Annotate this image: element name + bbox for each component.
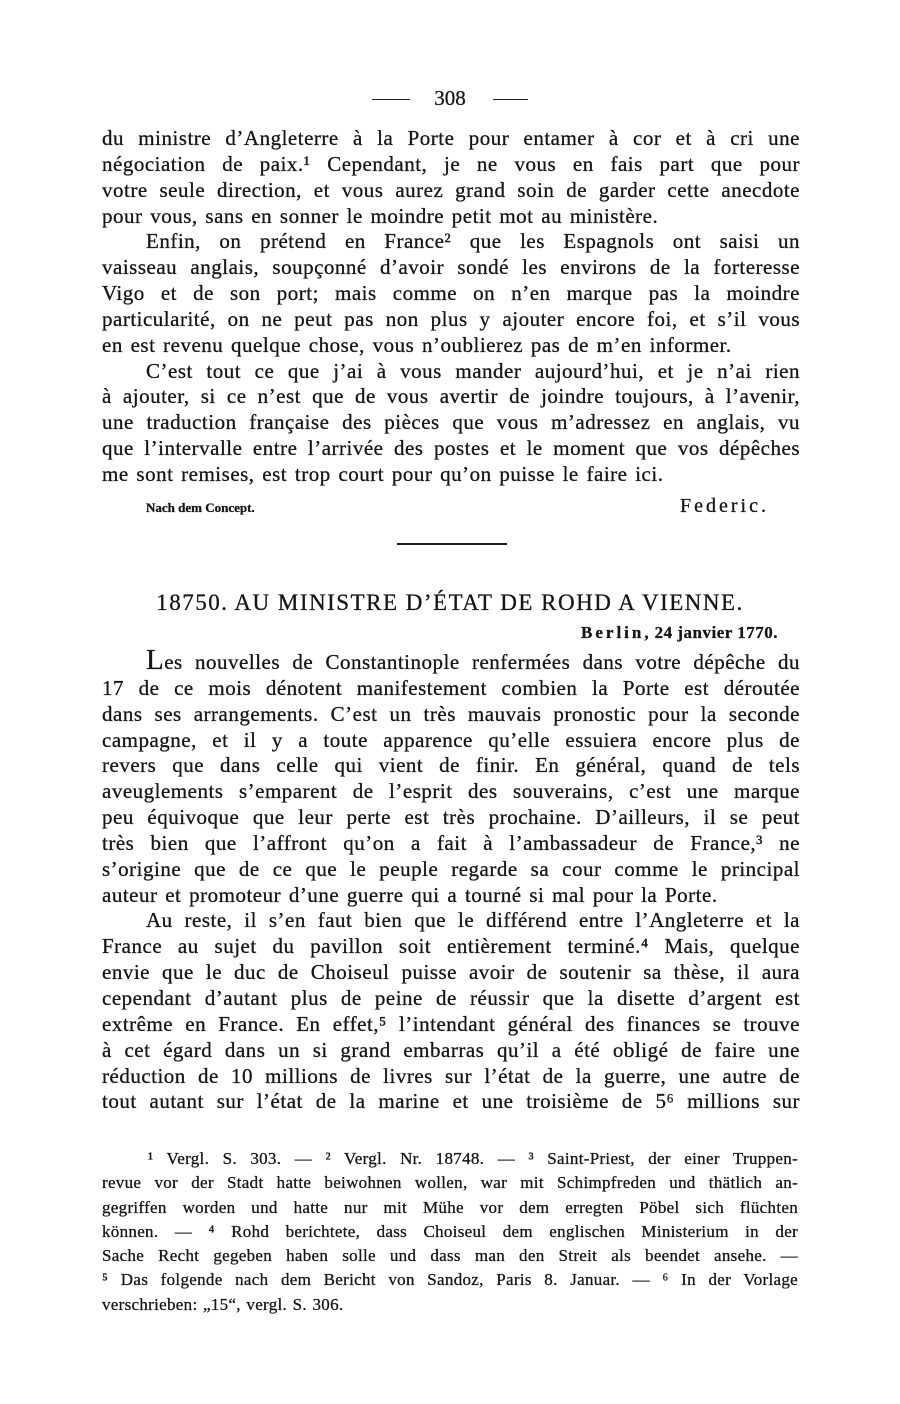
source-note: Nach dem Concept. [146, 500, 255, 515]
text-line: peu équivoque que leur perte est très prochaine. D’ailleurs, il se peut [102, 805, 800, 830]
text-line: me sont remises, est trop court pour qu’on puisse le faire ici. [102, 461, 664, 486]
dateline-date: 24 janvier 1770. [654, 623, 778, 642]
text-line: Enfin, on prétend en France² que les Espagnols ont saisi un [146, 229, 800, 254]
footnote-line: können. — ⁴ Rohd berichtete, dass Choiseul dem englischen Ministerium in der [102, 1221, 798, 1241]
text-line: Vigo et de son port; mais comme on n’en marque pas la moindre [102, 281, 800, 306]
text-line: s’origine que de ce que le peuple regarde sa cour comme le principal [102, 856, 800, 881]
text-line: C’est tout ce que j’ai à vous mander aujourd’hui, et je n’ai rien [146, 358, 800, 383]
footnotes [102, 1147, 798, 1317]
text-line: extrême en France. En effet,⁵ l’intendant général des finances se trouve [102, 1011, 800, 1036]
text-line: Au reste, il s’en faut bien que le différend entre l’Angleterre et la [146, 908, 800, 933]
text-line: vaisseau anglais, soupçonné d’avoir sondé les environs de la forteresse [102, 255, 800, 280]
text-line: France au sujet du pavillon soit entièrement terminé.⁴ Mais, quelque [102, 934, 800, 959]
dateline-place: Berlin, [581, 623, 652, 642]
text-line: négociation de paix.¹ Cependant, je ne vous en fais part que pour [102, 151, 800, 176]
running-head [0, 84, 900, 112]
dateline [581, 623, 778, 643]
text-line: auteur et promoteur d’une guerre qui a tourné si mal pour la Porte. [102, 882, 718, 907]
text-line: campagne, et il y a toute apparence qu’elle essuiera encore plus de [102, 727, 800, 752]
text-line: votre seule direction, et vous aurez grand soin de garder cette anecdote [102, 177, 800, 202]
footnote-line: ⁵ Das folgende nach dem Bericht von Sandoz, Paris 8. Januar. — ⁶ In der Vorlage [102, 1270, 798, 1290]
text-line: que l’intervalle entre l’arrivée des postes et le moment que vos dépêches [102, 436, 800, 461]
paragraph [102, 644, 800, 908]
page-number-rule-left [372, 99, 410, 100]
letter-text [102, 644, 800, 1115]
page-number: 308 [434, 86, 466, 110]
footnote-line: revue vor der Stadt hatte beiwohnen wollen, war mit Schimpfreden und thätlich an- [102, 1173, 798, 1193]
letter-heading: 18750. AU MINISTRE D’ÉTAT DE ROHD A VIENNE. [156, 590, 744, 615]
continued-letter-text [102, 126, 800, 488]
text-line: aveuglements s’emparent de l’esprit des souverains, c’est une marque [102, 779, 800, 804]
text-line: particularité, on ne peut pas non plus y ajouter encore foi, et s’il vous [102, 306, 800, 331]
text-line: du ministre d’Angleterre à la Porte pour entamer à cor et à cri une [102, 126, 800, 150]
footnote-line: Sache Recht gegeben haben solle und dass man den Streit als beendet ansehe. — [102, 1246, 798, 1266]
paragraph [102, 359, 800, 488]
signature: Federic. [680, 495, 769, 517]
footnote-line: verschrieben: „15“, vergl. S. 306. [102, 1294, 344, 1314]
paragraph [102, 908, 800, 1115]
paragraph [102, 126, 800, 229]
page-number-rule-right [493, 99, 528, 100]
text-line: Les nouvelles de Constantinople renfermées dans votre dépêche du [146, 644, 800, 676]
paragraph [102, 229, 800, 358]
text-line: tout autant sur l’état de la marine et une troisième de 5⁶ millions sur [102, 1089, 800, 1114]
text-line: 17 de ce mois dénotent manifestement combien la Porte est déroutée [102, 675, 800, 700]
footnote-line: gegriffen worden und hatte nur mit Mühe vor dem erregten Pöbel sich flüchten [102, 1197, 798, 1217]
text-line: cependant d’autant plus de peine de réussir que la disette d’argent est [102, 985, 800, 1010]
section-separator-rule [397, 543, 507, 545]
text-line: réduction de 10 millions de livres sur l’état de la guerre, une autre de [102, 1063, 800, 1088]
text-line: à cet égard dans un si grand embarras qu’il a été obligé de faire une [102, 1037, 800, 1062]
text-line: très bien que l’affront qu’on a fait à l’ambassadeur de France,³ ne [102, 830, 800, 855]
text-line: à ajouter, si ce n’est que de vous avertir de joindre toujours, à l’avenir, [102, 384, 800, 409]
text-line: en est revenu quelque chose, vous n’oublierez pas de m’en informer. [102, 332, 732, 357]
footnote-line: ¹ Vergl. S. 303. — ² Vergl. Nr. 18748. — ³ Saint-Priest, der einer Truppen- [148, 1149, 798, 1168]
text-line: envie que le duc de Choiseul puisse avoir de soutenir sa thèse, il aura [102, 960, 800, 985]
text-line: une traduction française des pièces que vous m’adressez en anglais, vu [102, 410, 800, 435]
text-line: pour vous, sans en sonner le moindre petit mot au ministère. [102, 203, 659, 228]
text-line: dans ses arrangements. C’est un très mauvais pronostic pour la seconde [102, 701, 800, 726]
text-line: revers que dans celle qui vient de finir. En général, quand de tels [102, 753, 800, 778]
